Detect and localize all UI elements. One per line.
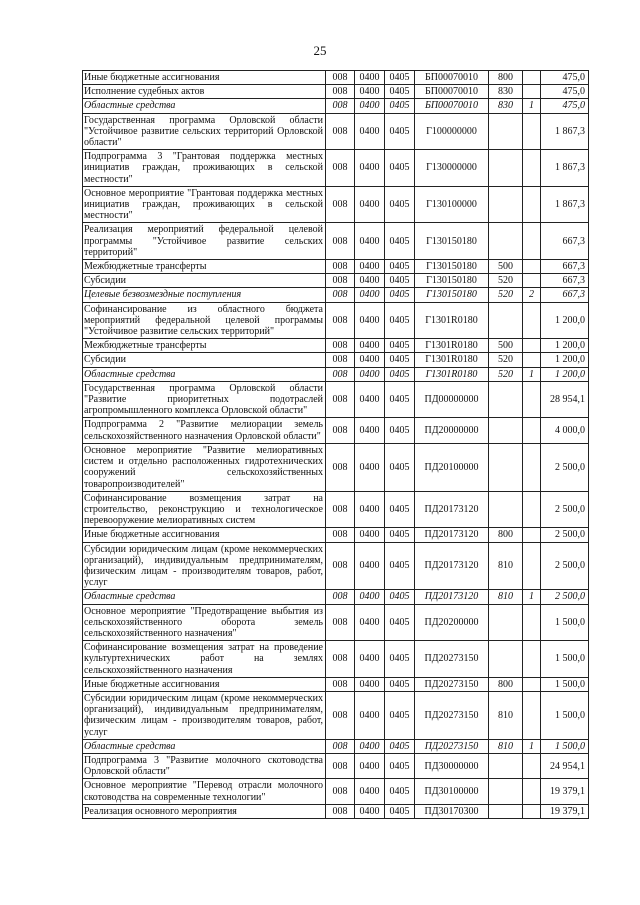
funding-source-code xyxy=(523,604,541,641)
ministry-code: 008 xyxy=(326,71,355,85)
row-name: Иные бюджетные ассигнования xyxy=(83,71,326,85)
section-code: 0400 xyxy=(355,528,385,542)
section-code: 0400 xyxy=(355,260,385,274)
table-row xyxy=(83,677,589,691)
ministry-code: 008 xyxy=(326,339,355,353)
section-code: 0400 xyxy=(355,381,385,418)
expense-type-code xyxy=(489,381,523,418)
ministry-code: 008 xyxy=(326,288,355,302)
row-name: Государственная программа Орловской области "Развитие приоритетных подотраслей агропромышленного комплекса Орловской области" xyxy=(83,381,326,418)
budget-table xyxy=(82,70,589,819)
table-row xyxy=(83,443,589,491)
row-name: Основное мероприятие "Развитие мелиоративных систем и отдельно расположенных гидротехнических сооружений сельскохозяйственных товаропроизводителей" xyxy=(83,443,326,491)
section-code: 0400 xyxy=(355,590,385,604)
subsection-code: 0405 xyxy=(385,443,415,491)
expense-type-code xyxy=(489,302,523,339)
funding-source-code xyxy=(523,381,541,418)
expense-type-code xyxy=(489,443,523,491)
funding-source-code xyxy=(523,85,541,99)
ministry-code: 008 xyxy=(326,381,355,418)
funding-source-code xyxy=(523,113,541,150)
funding-source-code xyxy=(523,223,541,260)
funding-source-code xyxy=(523,491,541,528)
subsection-code: 0405 xyxy=(385,85,415,99)
row-name: Софинансирование из областного бюджета мероприятий федеральной целевой программы "Устойчивое развитие сельских территорий" xyxy=(83,302,326,339)
section-code: 0400 xyxy=(355,779,385,804)
expense-type-code xyxy=(489,150,523,187)
subsection-code: 0405 xyxy=(385,381,415,418)
funding-source-code xyxy=(523,260,541,274)
target-article-code: Г130000000 xyxy=(415,150,489,187)
amount: 1 500,0 xyxy=(541,677,589,691)
subsection-code: 0405 xyxy=(385,302,415,339)
table-row xyxy=(83,223,589,260)
subsection-code: 0405 xyxy=(385,113,415,150)
section-code: 0400 xyxy=(355,542,385,590)
amount: 19 379,1 xyxy=(541,804,589,818)
expense-type-code xyxy=(489,779,523,804)
table-row xyxy=(83,302,589,339)
subsection-code: 0405 xyxy=(385,288,415,302)
ministry-code: 008 xyxy=(326,641,355,678)
expense-type-code: 520 xyxy=(489,274,523,288)
row-name: Иные бюджетные ассигнования xyxy=(83,677,326,691)
row-name: Софинансирование возмещения затрат на проведение культуртехнических работ на землях сельскохозяйственного назначения xyxy=(83,641,326,678)
subsection-code: 0405 xyxy=(385,260,415,274)
table-row xyxy=(83,491,589,528)
funding-source-code: 2 xyxy=(523,288,541,302)
expense-type-code: 500 xyxy=(489,260,523,274)
expense-type-code xyxy=(489,804,523,818)
amount: 667,3 xyxy=(541,274,589,288)
subsection-code: 0405 xyxy=(385,274,415,288)
expense-type-code xyxy=(489,491,523,528)
expense-type-code: 520 xyxy=(489,353,523,367)
table-row xyxy=(83,288,589,302)
row-name: Подпрограмма 3 "Грантовая поддержка местных инициатив граждан, проживающих в сельской местности" xyxy=(83,150,326,187)
section-code: 0400 xyxy=(355,753,385,778)
amount: 1 200,0 xyxy=(541,339,589,353)
amount: 2 500,0 xyxy=(541,491,589,528)
section-code: 0400 xyxy=(355,288,385,302)
target-article-code: Г1301R0180 xyxy=(415,302,489,339)
ministry-code: 008 xyxy=(326,99,355,113)
row-name: Областные средства xyxy=(83,739,326,753)
row-name: Субсидии xyxy=(83,274,326,288)
table-row xyxy=(83,753,589,778)
amount: 1 500,0 xyxy=(541,641,589,678)
section-code: 0400 xyxy=(355,367,385,381)
target-article-code: ПД20173120 xyxy=(415,528,489,542)
funding-source-code xyxy=(523,71,541,85)
ministry-code: 008 xyxy=(326,223,355,260)
funding-source-code xyxy=(523,274,541,288)
funding-source-code: 1 xyxy=(523,99,541,113)
target-article-code: ПД20173120 xyxy=(415,590,489,604)
row-name: Основное мероприятие "Предотвращение выбытия из сельскохозяйственного оборота земель сельскохозяйственного назначения" xyxy=(83,604,326,641)
ministry-code: 008 xyxy=(326,604,355,641)
funding-source-code xyxy=(523,779,541,804)
funding-source-code xyxy=(523,339,541,353)
table-row xyxy=(83,691,589,739)
row-name: Межбюджетные трансферты xyxy=(83,260,326,274)
table-row xyxy=(83,528,589,542)
table-row xyxy=(83,367,589,381)
expense-type-code: 810 xyxy=(489,691,523,739)
expense-type-code: 810 xyxy=(489,542,523,590)
target-article-code: ПД20100000 xyxy=(415,443,489,491)
target-article-code: Г130150180 xyxy=(415,223,489,260)
funding-source-code xyxy=(523,753,541,778)
table-row xyxy=(83,604,589,641)
target-article-code: ПД30100000 xyxy=(415,779,489,804)
target-article-code: ПД20200000 xyxy=(415,604,489,641)
section-code: 0400 xyxy=(355,302,385,339)
subsection-code: 0405 xyxy=(385,186,415,223)
subsection-code: 0405 xyxy=(385,223,415,260)
row-name: Государственная программа Орловской области "Устойчивое развитие сельских территорий Орловской области" xyxy=(83,113,326,150)
expense-type-code xyxy=(489,418,523,443)
amount: 475,0 xyxy=(541,71,589,85)
target-article-code: БП00070010 xyxy=(415,99,489,113)
ministry-code: 008 xyxy=(326,260,355,274)
section-code: 0400 xyxy=(355,71,385,85)
section-code: 0400 xyxy=(355,677,385,691)
target-article-code: ПД20173120 xyxy=(415,542,489,590)
table-row xyxy=(83,779,589,804)
expense-type-code xyxy=(489,641,523,678)
table-row xyxy=(83,85,589,99)
funding-source-code: 1 xyxy=(523,367,541,381)
funding-source-code xyxy=(523,186,541,223)
amount: 667,3 xyxy=(541,223,589,260)
expense-type-code xyxy=(489,113,523,150)
subsection-code: 0405 xyxy=(385,691,415,739)
row-name: Областные средства xyxy=(83,99,326,113)
subsection-code: 0405 xyxy=(385,418,415,443)
target-article-code: Г100000000 xyxy=(415,113,489,150)
expense-type-code xyxy=(489,223,523,260)
target-article-code: Г130100000 xyxy=(415,186,489,223)
expense-type-code: 810 xyxy=(489,590,523,604)
amount: 667,3 xyxy=(541,260,589,274)
row-name: Основное мероприятие "Грантовая поддержка местных инициатив граждан, проживающих в сельской местности" xyxy=(83,186,326,223)
ministry-code: 008 xyxy=(326,491,355,528)
expense-type-code xyxy=(489,186,523,223)
table-row xyxy=(83,804,589,818)
amount: 2 500,0 xyxy=(541,528,589,542)
target-article-code: ПД20173120 xyxy=(415,491,489,528)
amount: 1 200,0 xyxy=(541,353,589,367)
table-row xyxy=(83,186,589,223)
expense-type-code: 800 xyxy=(489,528,523,542)
amount: 1 867,3 xyxy=(541,113,589,150)
target-article-code: ПД20000000 xyxy=(415,418,489,443)
subsection-code: 0405 xyxy=(385,528,415,542)
row-name: Субсидии юридическим лицам (кроме некоммерческих организаций), индивидуальным предпринимателям, физическим лицам - производителям товаров, работ, услуг xyxy=(83,691,326,739)
target-article-code: ПД20273150 xyxy=(415,691,489,739)
section-code: 0400 xyxy=(355,274,385,288)
ministry-code: 008 xyxy=(326,113,355,150)
table-row xyxy=(83,542,589,590)
funding-source-code: 1 xyxy=(523,590,541,604)
amount: 1 500,0 xyxy=(541,691,589,739)
subsection-code: 0405 xyxy=(385,739,415,753)
section-code: 0400 xyxy=(355,223,385,260)
section-code: 0400 xyxy=(355,804,385,818)
table-row xyxy=(83,260,589,274)
amount: 1 867,3 xyxy=(541,150,589,187)
expense-type-code: 830 xyxy=(489,99,523,113)
ministry-code: 008 xyxy=(326,542,355,590)
ministry-code: 008 xyxy=(326,590,355,604)
table-row xyxy=(83,381,589,418)
ministry-code: 008 xyxy=(326,528,355,542)
row-name: Реализация мероприятий федеральной целевой программы "Устойчивое развитие сельских территорий" xyxy=(83,223,326,260)
table-row xyxy=(83,418,589,443)
target-article-code: Г130150180 xyxy=(415,274,489,288)
subsection-code: 0405 xyxy=(385,677,415,691)
row-name: Реализация основного мероприятия xyxy=(83,804,326,818)
subsection-code: 0405 xyxy=(385,590,415,604)
section-code: 0400 xyxy=(355,99,385,113)
section-code: 0400 xyxy=(355,353,385,367)
subsection-code: 0405 xyxy=(385,804,415,818)
ministry-code: 008 xyxy=(326,186,355,223)
section-code: 0400 xyxy=(355,339,385,353)
table-row xyxy=(83,99,589,113)
section-code: 0400 xyxy=(355,85,385,99)
row-name: Подпрограмма 2 "Развитие мелиорации земель сельскохозяйственного назначения Орловской области" xyxy=(83,418,326,443)
section-code: 0400 xyxy=(355,641,385,678)
target-article-code: Г130150180 xyxy=(415,260,489,274)
expense-type-code: 500 xyxy=(489,339,523,353)
funding-source-code xyxy=(523,542,541,590)
target-article-code: ПД20273150 xyxy=(415,641,489,678)
amount: 1 867,3 xyxy=(541,186,589,223)
amount: 2 500,0 xyxy=(541,590,589,604)
subsection-code: 0405 xyxy=(385,339,415,353)
funding-source-code: 1 xyxy=(523,739,541,753)
amount: 667,3 xyxy=(541,288,589,302)
row-name: Подпрограмма 3 "Развитие молочного скотоводства Орловской области" xyxy=(83,753,326,778)
section-code: 0400 xyxy=(355,418,385,443)
target-article-code: ПД30000000 xyxy=(415,753,489,778)
expense-type-code xyxy=(489,604,523,641)
table-row xyxy=(83,739,589,753)
target-article-code: ПД20273150 xyxy=(415,739,489,753)
subsection-code: 0405 xyxy=(385,542,415,590)
table-row xyxy=(83,641,589,678)
subsection-code: 0405 xyxy=(385,779,415,804)
expense-type-code: 800 xyxy=(489,71,523,85)
row-name: Целевые безвозмездные поступления xyxy=(83,288,326,302)
funding-source-code xyxy=(523,418,541,443)
page-number: 25 xyxy=(313,43,327,58)
target-article-code: ПД30170300 xyxy=(415,804,489,818)
row-name: Межбюджетные трансферты xyxy=(83,339,326,353)
expense-type-code: 520 xyxy=(489,288,523,302)
amount: 24 954,1 xyxy=(541,753,589,778)
target-article-code: ПД20273150 xyxy=(415,677,489,691)
amount: 475,0 xyxy=(541,85,589,99)
ministry-code: 008 xyxy=(326,677,355,691)
amount: 4 000,0 xyxy=(541,418,589,443)
ministry-code: 008 xyxy=(326,779,355,804)
target-article-code: БП00070010 xyxy=(415,85,489,99)
funding-source-code xyxy=(523,302,541,339)
row-name: Исполнение судебных актов xyxy=(83,85,326,99)
ministry-code: 008 xyxy=(326,302,355,339)
subsection-code: 0405 xyxy=(385,641,415,678)
funding-source-code xyxy=(523,677,541,691)
row-name: Областные средства xyxy=(83,590,326,604)
ministry-code: 008 xyxy=(326,739,355,753)
section-code: 0400 xyxy=(355,113,385,150)
row-name: Иные бюджетные ассигнования xyxy=(83,528,326,542)
subsection-code: 0405 xyxy=(385,99,415,113)
amount: 1 500,0 xyxy=(541,604,589,641)
ministry-code: 008 xyxy=(326,753,355,778)
table-row xyxy=(83,150,589,187)
section-code: 0400 xyxy=(355,604,385,641)
section-code: 0400 xyxy=(355,491,385,528)
funding-source-code xyxy=(523,443,541,491)
target-article-code: Г1301R0180 xyxy=(415,367,489,381)
ministry-code: 008 xyxy=(326,367,355,381)
amount: 475,0 xyxy=(541,99,589,113)
amount: 1 200,0 xyxy=(541,367,589,381)
ministry-code: 008 xyxy=(326,353,355,367)
row-name: Субсидии xyxy=(83,353,326,367)
section-code: 0400 xyxy=(355,150,385,187)
expense-type-code: 520 xyxy=(489,367,523,381)
table-row xyxy=(83,339,589,353)
table-row xyxy=(83,71,589,85)
amount: 2 500,0 xyxy=(541,542,589,590)
subsection-code: 0405 xyxy=(385,753,415,778)
subsection-code: 0405 xyxy=(385,491,415,528)
subsection-code: 0405 xyxy=(385,71,415,85)
table-row xyxy=(83,590,589,604)
expense-type-code: 810 xyxy=(489,739,523,753)
section-code: 0400 xyxy=(355,443,385,491)
amount: 28 954,1 xyxy=(541,381,589,418)
subsection-code: 0405 xyxy=(385,150,415,187)
ministry-code: 008 xyxy=(326,150,355,187)
target-article-code: ПД00000000 xyxy=(415,381,489,418)
subsection-code: 0405 xyxy=(385,604,415,641)
row-name: Основное мероприятие "Перевод отрасли молочного скотоводства на современные технологии" xyxy=(83,779,326,804)
funding-source-code xyxy=(523,528,541,542)
table-row xyxy=(83,353,589,367)
funding-source-code xyxy=(523,150,541,187)
target-article-code: БП00070010 xyxy=(415,71,489,85)
expense-type-code xyxy=(489,753,523,778)
row-name: Субсидии юридическим лицам (кроме некоммерческих организаций), индивидуальным предпринимателям, физическим лицам - производителям товаров, работ, услуг xyxy=(83,542,326,590)
row-name: Областные средства xyxy=(83,367,326,381)
amount: 2 500,0 xyxy=(541,443,589,491)
amount: 19 379,1 xyxy=(541,779,589,804)
table-row xyxy=(83,113,589,150)
amount: 1 500,0 xyxy=(541,739,589,753)
ministry-code: 008 xyxy=(326,274,355,288)
funding-source-code xyxy=(523,353,541,367)
funding-source-code xyxy=(523,804,541,818)
row-name: Софинансирование возмещения затрат на строительство, реконструкцию и технологическое перевооружение мелиоративных систем xyxy=(83,491,326,528)
ministry-code: 008 xyxy=(326,443,355,491)
subsection-code: 0405 xyxy=(385,367,415,381)
table-row xyxy=(83,274,589,288)
expense-type-code: 800 xyxy=(489,677,523,691)
section-code: 0400 xyxy=(355,739,385,753)
target-article-code: Г1301R0180 xyxy=(415,339,489,353)
ministry-code: 008 xyxy=(326,691,355,739)
ministry-code: 008 xyxy=(326,85,355,99)
expense-type-code: 830 xyxy=(489,85,523,99)
section-code: 0400 xyxy=(355,691,385,739)
funding-source-code xyxy=(523,641,541,678)
section-code: 0400 xyxy=(355,186,385,223)
ministry-code: 008 xyxy=(326,804,355,818)
funding-source-code xyxy=(523,691,541,739)
table-body xyxy=(83,71,589,819)
ministry-code: 008 xyxy=(326,418,355,443)
target-article-code: Г1301R0180 xyxy=(415,353,489,367)
target-article-code: Г130150180 xyxy=(415,288,489,302)
subsection-code: 0405 xyxy=(385,353,415,367)
amount: 1 200,0 xyxy=(541,302,589,339)
